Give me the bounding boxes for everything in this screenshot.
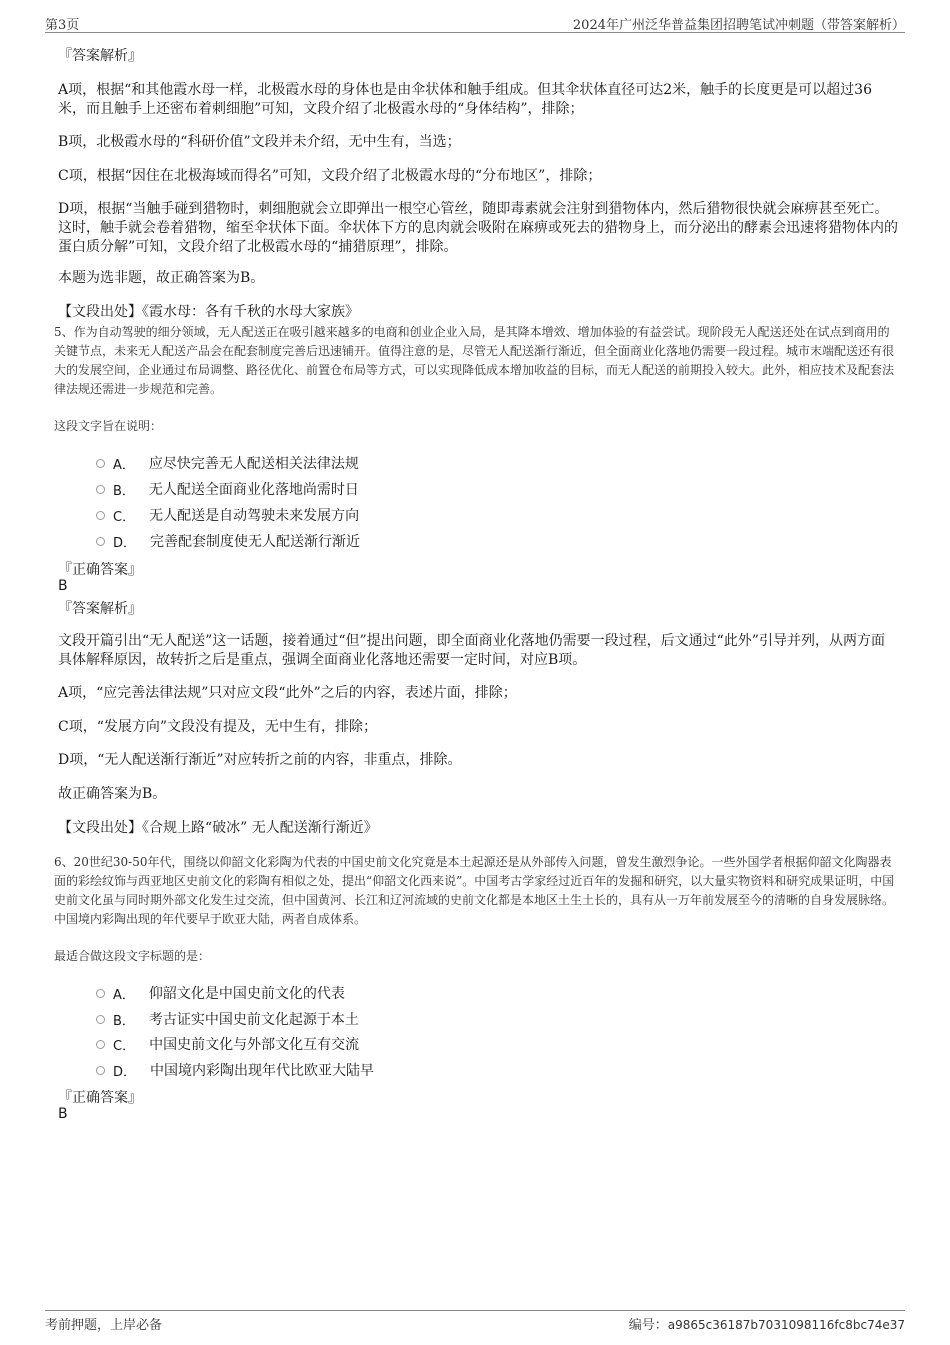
option-text: 应尽快完善无人配送相关法律法规 xyxy=(148,456,359,472)
option-text: 中国史前文化与外部文化互有交流 xyxy=(149,1037,360,1053)
q5-conclusion: 故正确答案为B。 xyxy=(58,786,167,802)
radio-icon[interactable] xyxy=(96,537,105,546)
q6-option-c[interactable] xyxy=(96,1034,359,1054)
option-letter: C． xyxy=(113,1038,136,1054)
option-letter: C． xyxy=(113,509,136,525)
q6-option-a[interactable] xyxy=(96,983,345,1003)
q5-option-b[interactable] xyxy=(96,479,359,499)
q6-prompt: 最适合做这段文字标题的是： xyxy=(54,949,211,963)
q5-analysis-a: A项，“应完善法律法规”只对应文段“此外”之后的内容，表述片面，排除； xyxy=(58,685,517,701)
q5-option-c[interactable] xyxy=(96,505,359,525)
option-letter: A． xyxy=(113,457,135,473)
footer-code xyxy=(629,1314,905,1333)
q4-analysis-c: C项，根据“因住在北极海域而得名”可知，文段介绍了北极霞水母的“分布地区”，排除； xyxy=(58,168,602,184)
radio-icon[interactable] xyxy=(96,485,105,494)
q5-option-a[interactable] xyxy=(96,453,359,473)
footer-divider xyxy=(45,1310,905,1311)
q5-stem: 5、作为自动驾驶的细分领域，无人配送正在吸引越来越多的电商和创业企业入局，是其降本增效、增加体验的有益尝试。现阶段无人配送还处在试点到商用的关键节点，未来无人配送产品会在配套制度完善后迅速铺开。值得注意的是，尽管无人配送渐行渐近，但全面商业化落地仍需要一段过程。城市末端配送还有很大的发展空间，企业通过布局调整、路径优化、前置仓布局等方式，可以实现降低成本增加收益的目标，而无人配送的前期投入较大。此外，相应技术及配套法律法规还需进一步规范和完善。 xyxy=(54,325,895,396)
option-text: 仰韶文化是中国史前文化的代表 xyxy=(148,986,345,1002)
option-text: 考古证实中国史前文化起源于本土 xyxy=(148,1012,359,1028)
q4-conclusion: 本题为选非题，故正确答案为B。 xyxy=(58,270,265,286)
q6-stem: 6、20世纪30-50年代，围绕以仰韶文化彩陶为代表的中国史前文化究竟是本土起源还是从外部传入问题，曾发生激烈争论。一些外国学者根据仰韶文化陶器表面的彩绘纹饰与西亚地区史前文化的彩陶有相似之处，提出“仰韶文化西来说”。中国考古学家经过近百年的发掘和研究，以大量实物资料和研究成果证明，中国史前文化虽与同时期外部文化发生过交流，但中国黄河、长江和辽河流域的史前文化都是本地区土生土长的，具有从一万年前发展至今的清晰的自身发展脉络。中国境内彩陶出现的年代要早于欧亚大陆，两者自成体系。 xyxy=(54,855,895,926)
q5-answer-title: 『正确答案』 xyxy=(58,562,142,578)
option-text: 完善配套制度使无人配送渐行渐近 xyxy=(150,534,361,550)
q4-analysis-d: D项，根据“当触手碰到猎物时，刺细胞就会立即弹出一根空心管丝，随即毒素就会注射到猎物体内，然后猎物很快就会麻痹甚至死亡。这时，触手就会卷着猎物，缩至伞状体下面。伞状体下方的息肉就会吸附在麻痹或死去的猎物身上，而分泌出的酵素会迅速将猎物体内的蛋白质分解”可知，文段介绍了北极霞水母的“捕猎原理”，排除。 xyxy=(58,201,898,255)
footer-code-value: a9865c36187b7031098116fc8bc74e37 xyxy=(667,1318,905,1332)
q4-source: 【文段出处】《霞水母：各有千秋的水母大家族》 xyxy=(58,304,359,320)
footer-slogan: 考前押题，上岸必备 xyxy=(45,1318,163,1333)
q5-analysis-c: C项，“发展方向”文段没有提及，无中生有，排除； xyxy=(58,719,378,735)
option-letter: B． xyxy=(113,483,135,499)
q4-analysis-a: A项，根据“和其他霞水母一样，北极霞水母的身体也是由伞状体和触手组成。但其伞状体直径可达2米，触手的长度更是可以超过36米，而且触手上还密布着刺细胞”可知，文段介绍了北极霞水母的“身体结构”，排除； xyxy=(58,82,872,117)
option-letter: D． xyxy=(113,1064,137,1080)
q6-answer-title: 『正确答案』 xyxy=(58,1090,142,1106)
q5-analysis-main: 文段开篇引出“无人配送”这一话题，接着通过“但”提出问题，即全面商业化落地仍需要一段过程，后文通过“此外”引导并列，从两方面具体解释原因，故转折之后是重点，强调全面商业化落地还需要一定时间，对应B项。 xyxy=(58,633,885,668)
radio-icon[interactable] xyxy=(96,511,105,520)
q5-source: 【文段出处】《合规上路“破冰” 无人配送渐行渐近》 xyxy=(58,820,378,836)
footer-code-label: 编号： xyxy=(628,1318,668,1333)
radio-icon[interactable] xyxy=(96,1015,105,1024)
q5-answer: B xyxy=(58,578,68,594)
q6-answer: B xyxy=(58,1106,68,1122)
page-number: 第3页 xyxy=(45,18,80,33)
q5-analysis-title: 『答案解析』 xyxy=(58,601,142,617)
q6-option-d[interactable] xyxy=(96,1060,374,1080)
radio-icon[interactable] xyxy=(96,459,105,468)
q5-analysis-d: D项，“无人配送渐行渐近”对应转折之前的内容，非重点，排除。 xyxy=(58,752,462,768)
q4-analysis-b: B项，北极霞水母的“科研价值”文段并未介绍，无中生有，当选； xyxy=(58,134,461,150)
header-divider xyxy=(45,32,905,33)
radio-icon[interactable] xyxy=(96,1040,105,1049)
q5-option-d[interactable] xyxy=(96,531,360,551)
option-letter: A． xyxy=(113,987,135,1003)
option-text: 中国境内彩陶出现年代比欧亚大陆早 xyxy=(150,1063,375,1079)
option-letter: B． xyxy=(113,1013,135,1029)
radio-icon[interactable] xyxy=(96,1066,105,1075)
q5-prompt: 这段文字旨在说明： xyxy=(54,419,163,433)
q4-analysis-title: 『答案解析』 xyxy=(58,48,142,64)
document-title: 2024年广州泛华普益集团招聘笔试冲刺题（带答案解析） xyxy=(572,18,905,33)
option-text: 无人配送是自动驾驶未来发展方向 xyxy=(149,508,360,524)
option-letter: D． xyxy=(113,535,137,551)
q6-option-b[interactable] xyxy=(96,1009,359,1029)
radio-icon[interactable] xyxy=(96,989,105,998)
option-text: 无人配送全面商业化落地尚需时日 xyxy=(148,482,359,498)
